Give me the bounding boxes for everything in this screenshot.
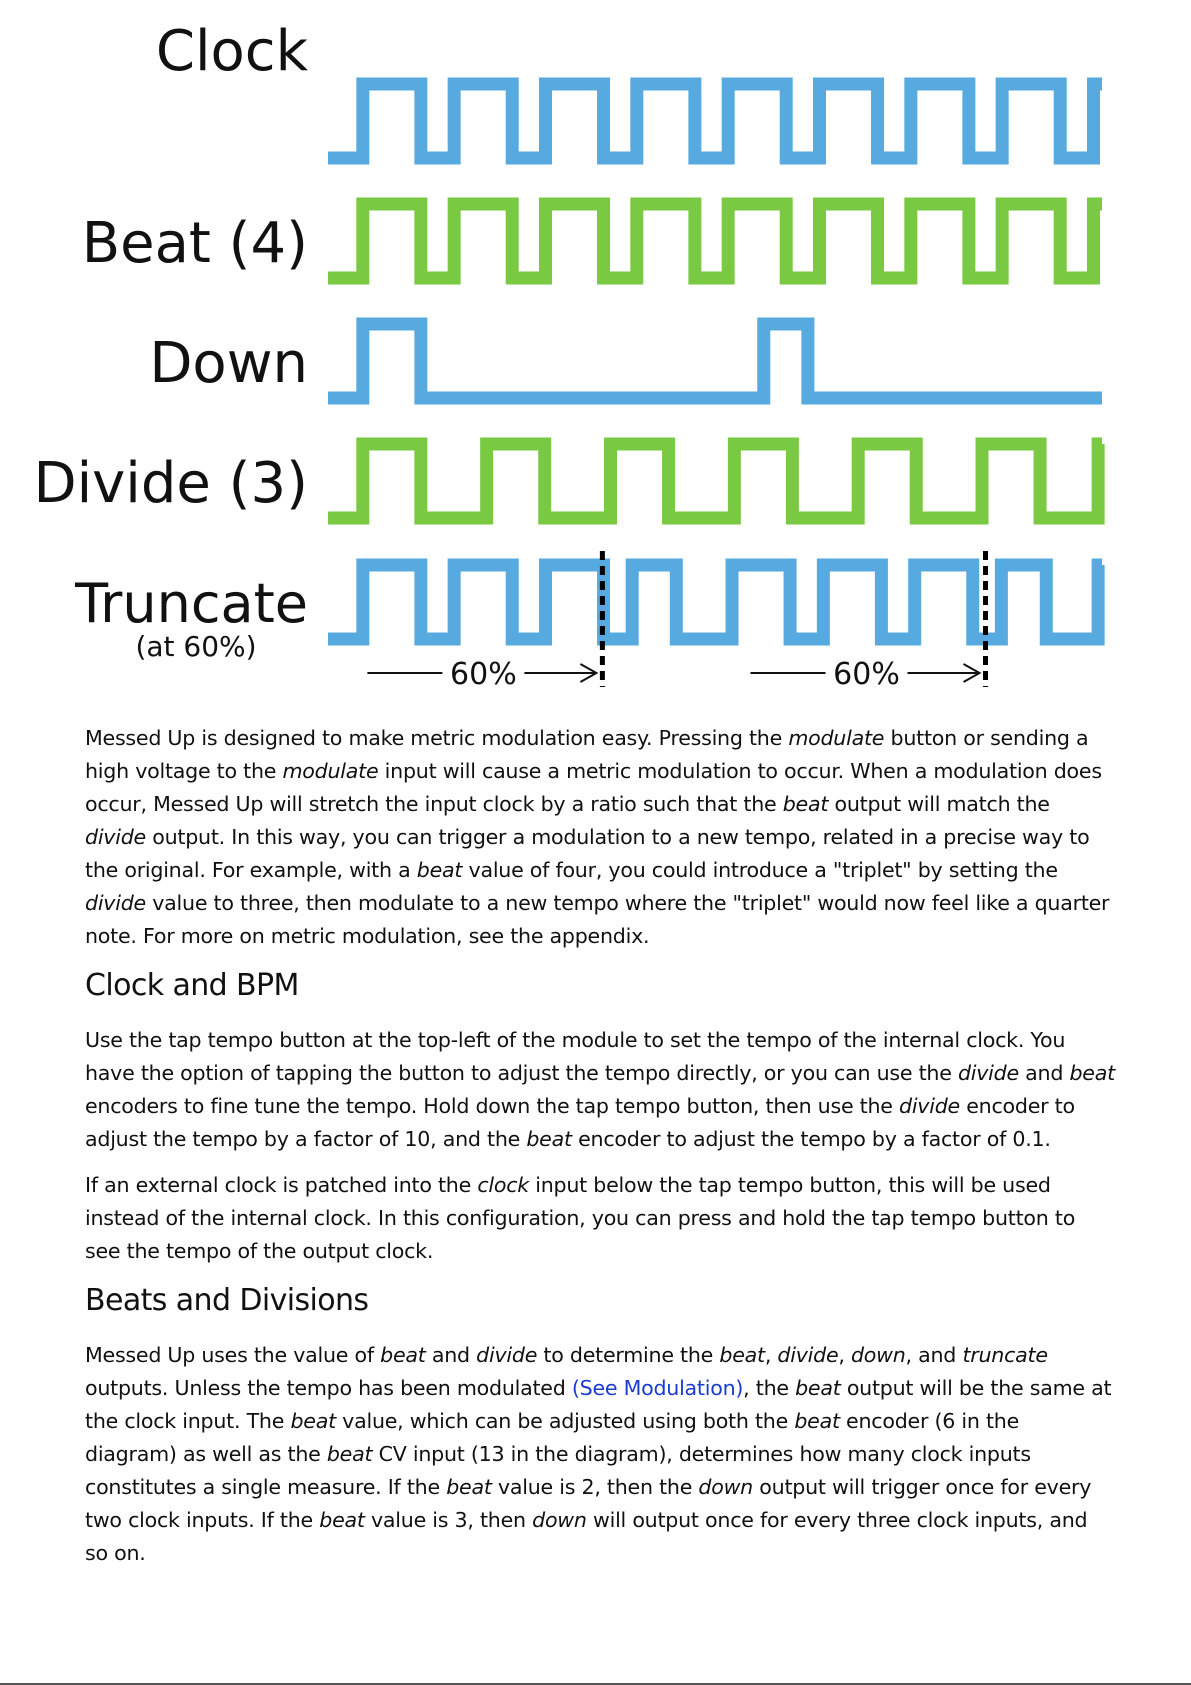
- emphasis-term: beat: [795, 1376, 841, 1400]
- emphasis-term: clock: [477, 1173, 529, 1197]
- emphasis-term: modulate: [282, 759, 379, 783]
- signal-divide-label: Divide (3): [33, 451, 308, 516]
- intro-paragraph: [85, 722, 1115, 953]
- text-run: and: [1018, 1061, 1070, 1085]
- text-run: If an external clock is patched into the: [85, 1173, 478, 1197]
- text-run: button or sending a high voltage to the: [85, 726, 1089, 783]
- text-run: outputs. Unless the tempo has been modulated: [85, 1376, 572, 1400]
- emphasis-term: beat: [782, 792, 829, 816]
- heading-clock-and-bpm: Clock and BPM: [85, 968, 299, 1003]
- text-run: value is 3, then: [364, 1508, 533, 1532]
- emphasis-term: down: [532, 1508, 587, 1532]
- emphasis-term: divide: [476, 1343, 538, 1367]
- emphasis-term: beat: [319, 1508, 365, 1532]
- text-run: output will trigger once for every two clock inputs. If the: [85, 1475, 1092, 1532]
- signal-beat-label: Beat (4): [81, 211, 308, 276]
- emphasis-term: beat: [526, 1127, 572, 1151]
- signal-down-label: Down: [149, 331, 308, 396]
- signal-clock-waveform: [328, 84, 1102, 158]
- text-run: encoder to adjust the tempo by a factor of 0.1.: [571, 1127, 1051, 1151]
- emphasis-term: truncate: [962, 1343, 1048, 1367]
- signal-truncate-label: Truncate: [75, 572, 308, 635]
- text-run: value to three, then modulate to a new tempo where the "triplet" would now feel like a quarter note. For more on metric modulation, see the appendix.: [85, 891, 1110, 948]
- text-run: , and: [905, 1343, 963, 1367]
- emphasis-term: beat: [290, 1409, 336, 1433]
- emphasis-term: beat: [380, 1343, 426, 1367]
- text-run: ,: [764, 1343, 778, 1367]
- text-run: to determine the: [537, 1343, 720, 1367]
- emphasis-term: divide: [957, 1061, 1019, 1085]
- clock-paragraph-1: [85, 1024, 1115, 1156]
- text-run: encoders to fine tune the tempo. Hold down the tap tempo button, then use the: [85, 1094, 900, 1118]
- truncate-percent-label: 60%: [833, 657, 900, 692]
- timing-diagram: [0, 0, 1191, 700]
- document-body: [85, 722, 1115, 1583]
- emphasis-term: beat: [794, 1409, 840, 1433]
- text-run: Messed Up uses the value of: [85, 1343, 381, 1367]
- clock-paragraph-2: [85, 1169, 1115, 1268]
- emphasis-term: beat: [1069, 1061, 1115, 1085]
- beats-paragraph-1: [85, 1339, 1115, 1570]
- signal-down-waveform: [328, 324, 1102, 398]
- truncate-percent-label: 60%: [450, 657, 517, 692]
- text-run: value is 2, then the: [491, 1475, 699, 1499]
- emphasis-term: down: [850, 1343, 906, 1367]
- emphasis-term: beat: [446, 1475, 492, 1499]
- text-run: encoder to adjust the tempo by a factor of 10, and the: [85, 1094, 1075, 1151]
- text-run: output will be the same at the clock input. The: [85, 1376, 1112, 1433]
- emphasis-term: divide: [777, 1343, 839, 1367]
- emphasis-term: beat: [416, 858, 463, 882]
- text-run: , the: [743, 1376, 796, 1400]
- text-run: value of four, you could introduce a "triplet" by setting the: [462, 858, 1058, 882]
- signal-divide-waveform: [328, 444, 1102, 518]
- text-run: input below the tap tempo button, this will be used instead of the internal clock. In this configuration, you can press and hold the tap tempo button to see the tempo of the output clock.: [85, 1173, 1076, 1263]
- text-run: will output once for every three clock inputs, and so on.: [85, 1508, 1088, 1565]
- emphasis-term: modulate: [788, 726, 885, 750]
- emphasis-term: divide: [85, 825, 146, 849]
- signal-truncate-sublabel: (at 60%): [135, 630, 257, 663]
- emphasis-term: divide: [85, 891, 146, 915]
- text-run: encoder (6 in the diagram) as well as the: [85, 1409, 1020, 1466]
- text-run: Messed Up is designed to make metric modulation easy. Pressing the: [85, 726, 789, 750]
- text-run: ,: [838, 1343, 851, 1367]
- emphasis-term: down: [698, 1475, 753, 1499]
- modulation-link[interactable]: (See Modulation): [571, 1376, 744, 1400]
- signal-beat-waveform: [328, 204, 1102, 278]
- text-run: Use the tap tempo button at the top-left of the module to set the tempo of the internal clock. You have the option of tapping the button to adjust the tempo directly, or you can use the: [85, 1028, 1066, 1085]
- text-run: and: [425, 1343, 477, 1367]
- emphasis-term: divide: [899, 1094, 960, 1118]
- text-run: value, which can be adjusted using both the: [335, 1409, 795, 1433]
- signal-clock-label: Clock: [155, 19, 308, 84]
- text-run: CV input (13 in the diagram), determines how many clock inputs constitutes a single measure. If the: [85, 1442, 1031, 1499]
- text-run: output will match the: [828, 792, 1050, 816]
- heading-beats-and-divisions: Beats and Divisions: [85, 1283, 369, 1318]
- emphasis-term: beat: [719, 1343, 765, 1367]
- emphasis-term: beat: [326, 1442, 373, 1466]
- text-run: input will cause a metric modulation to occur. When a modulation does occur, Messed Up will stretch the input clock by a ratio such that the: [85, 759, 1102, 816]
- text-run: output. In this way, you can trigger a modulation to a new tempo, related in a precise way to the original. For example, with a: [85, 825, 1090, 882]
